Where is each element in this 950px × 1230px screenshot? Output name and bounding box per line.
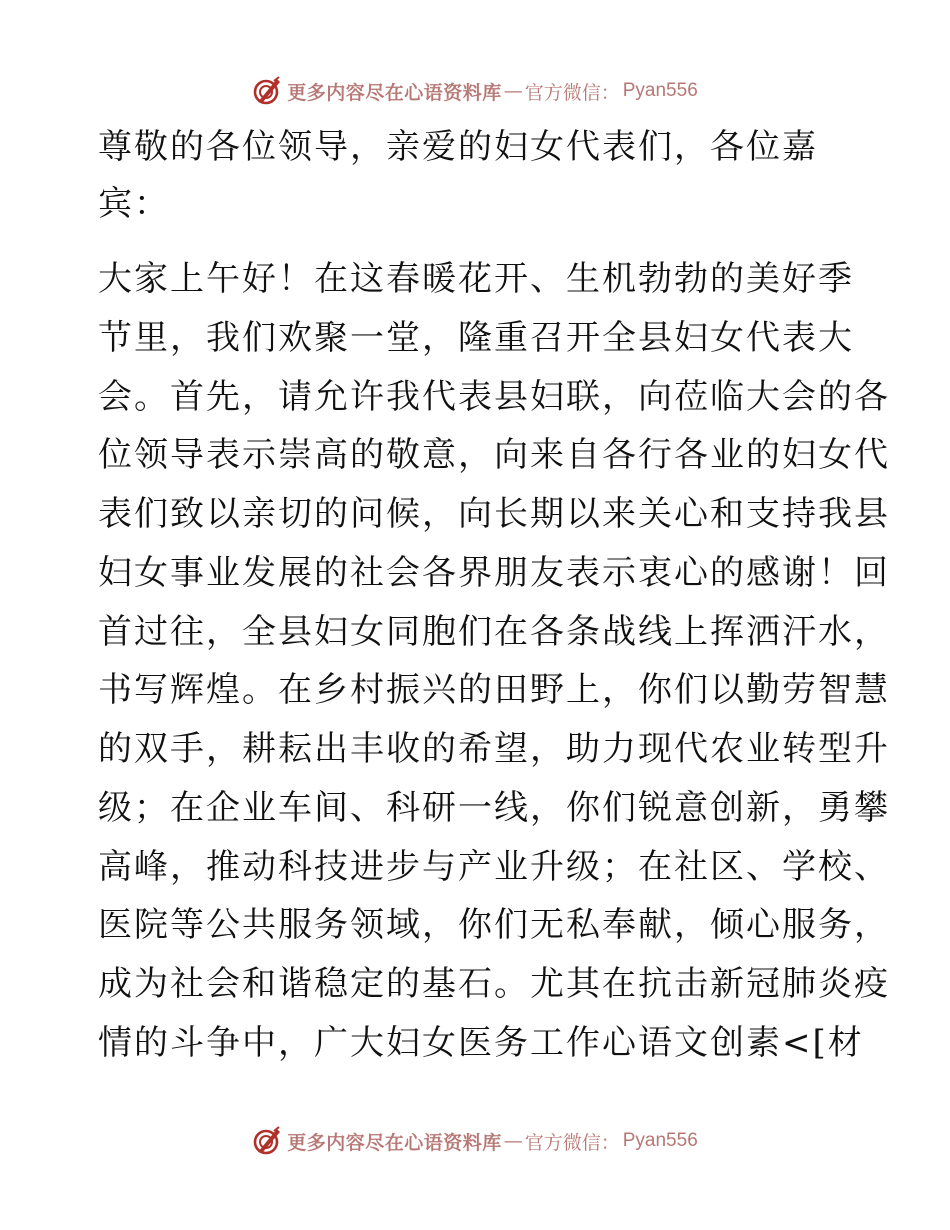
body-line: 会。首先，请允许我代表县妇联，向莅临大会的各 [98, 377, 890, 417]
body-line: 宾： [98, 184, 170, 224]
banner-wechat-handle: Pyan556 [622, 80, 698, 101]
header-banner [0, 71, 950, 111]
quill-pen-circle-logo-icon [252, 1126, 282, 1156]
body-line: 医院等公共服务领域，你们无私奉献，倾心服务， [98, 905, 890, 945]
body-line: 情的斗争中，广大妇女医务工作心语文创素<[材 [98, 1023, 864, 1063]
body-line: 表们致以亲切的问候，向长期以来关心和支持我县 [98, 494, 890, 534]
body-line: 大家上午好！在这春暖花开、生机勃勃的美好季 [98, 259, 854, 299]
body-line: 妇女事业发展的社会各界朋友表示衷心的感谢！回 [98, 553, 890, 593]
footer-banner [0, 1121, 950, 1161]
banner-separator: — [503, 80, 523, 102]
banner-title: 更多内容尽在心语资料库 [287, 1131, 502, 1154]
banner-title: 更多内容尽在心语资料库 [287, 81, 502, 104]
banner-wechat-label: 官方微信： [524, 1131, 620, 1154]
body-line: 书写辉煌。在乡村振兴的田野上，你们以勤劳智慧 [98, 670, 890, 710]
body-line: 首过往，全县妇女同胞们在各条战线上挥洒汗水， [98, 612, 890, 652]
quill-pen-circle-logo-icon [252, 76, 282, 106]
body-line: 节里，我们欢聚一堂，隆重召开全县妇女代表大 [98, 318, 854, 358]
body-line: 位领导表示崇高的敬意，向来自各行各业的妇女代 [98, 435, 890, 475]
body-line: 高峰，推动科技进步与产业升级；在社区、学校、 [98, 847, 890, 887]
banner-separator: — [503, 1130, 523, 1152]
body-line: 尊敬的各位领导，亲爱的妇女代表们，各位嘉 [98, 127, 818, 167]
banner-wechat-handle: Pyan556 [622, 1130, 698, 1151]
body-line: 级；在企业车间、科研一线，你们锐意创新，勇攀 [98, 788, 890, 828]
banner-wechat-label: 官方微信： [524, 81, 620, 104]
body-line: 的双手，耕耘出丰收的希望，助力现代农业转型升 [98, 729, 890, 769]
body-line: 成为社会和谐稳定的基石。尤其在抗击新冠肺炎疫 [98, 964, 890, 1004]
